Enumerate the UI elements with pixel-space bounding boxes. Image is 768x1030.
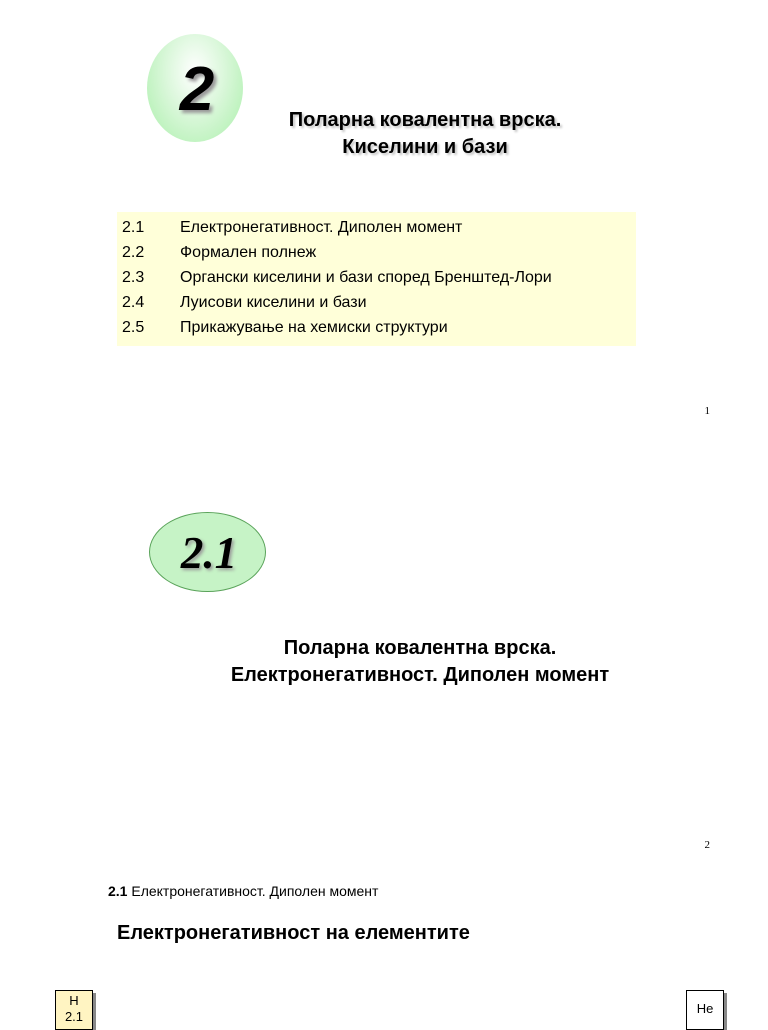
- chapter-title-line2: Киселини и бази: [342, 136, 508, 158]
- table-of-contents: [117, 212, 636, 346]
- element-symbol: He: [696, 1001, 714, 1016]
- toc-item[interactable]: [122, 215, 462, 240]
- slide-heading: Електронегативност на елементите: [117, 922, 470, 944]
- toc-item-text: Органски киселини и бази според Бренштед-Лори: [180, 269, 552, 286]
- chapter-title-line1: Поларна ковалентна врска.: [288, 109, 562, 131]
- element-symbol: H: [69, 993, 79, 1008]
- section-title-line1: Поларна ковалентна врска.: [283, 637, 557, 659]
- toc-item-number: 2.1: [122, 219, 145, 236]
- chapter-number: 2: [179, 55, 215, 124]
- toc-item-text: Формален полнеж: [180, 244, 317, 261]
- toc-item-number: 2.3: [122, 269, 145, 286]
- toc-item[interactable]: [122, 265, 552, 290]
- element-electronegativity: 2.1: [64, 1009, 84, 1024]
- toc-item-number: 2.2: [122, 244, 145, 261]
- page-number: 1: [704, 405, 710, 417]
- chapter-title: [250, 107, 600, 161]
- section-title: [160, 635, 680, 689]
- toc-item-number: 2.5: [122, 319, 145, 336]
- toc-item-text: Луисови киселини и бази: [180, 294, 367, 311]
- toc-item[interactable]: [122, 315, 448, 340]
- slide-header-text: Електронегативност. Диполен момент: [127, 883, 379, 899]
- section-number: 2.1: [180, 528, 238, 578]
- toc-item-text: Прикажување на хемиски структури: [180, 319, 448, 336]
- element-cell-helium: [686, 990, 724, 1030]
- slide-header-number: 2.1: [108, 883, 128, 899]
- toc-item-text: Електронегативност. Диполен момент: [180, 219, 463, 236]
- element-cell-hydrogen: [55, 990, 93, 1030]
- toc-item[interactable]: [122, 290, 367, 315]
- page-number: 2: [704, 839, 710, 851]
- slide-header: [108, 882, 378, 900]
- section-title-line2: Електронегативност. Диполен момент: [230, 664, 610, 686]
- toc-item[interactable]: [122, 240, 316, 265]
- toc-item-number: 2.4: [122, 294, 145, 311]
